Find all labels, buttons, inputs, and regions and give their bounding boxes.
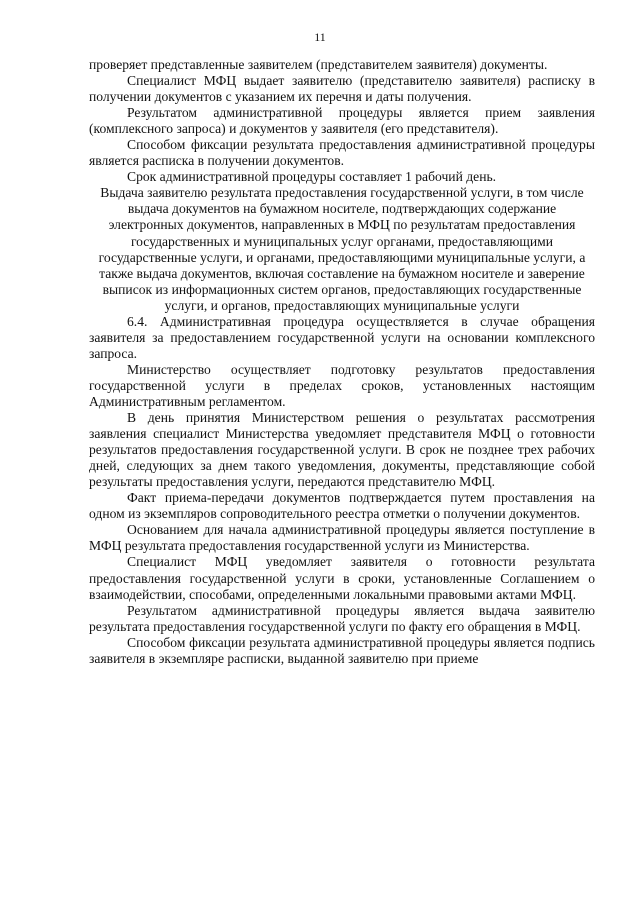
- paragraph-11: Специалист МФЦ уведомляет заявителя о готовности результата предоставления государственной услуги в сроки, установленные Соглашением о взаимодействии, способами, определенными локальными правовыми актами МФЦ.: [89, 554, 595, 602]
- paragraph-5: Срок административной процедуры составляет 1 рабочий день.: [127, 169, 497, 185]
- paragraph-10: Основанием для начала административной процедуры является поступление в МФЦ результата предоставления государственной услуги из Министерства.: [89, 522, 595, 554]
- paragraph-6-4: 6.4. Административная процедура осуществляется в случае обращения заявителя за предоставлением государственной услуги на основании комплексного запроса.: [89, 313, 595, 361]
- paragraph-2: Специалист МФЦ выдает заявителю (представителю заявителя) расписку в получении документов с указанием их перечня и даты получения.: [89, 73, 595, 105]
- paragraph-7: Министерство осуществляет подготовку результатов предоставления государственной услуги в пределах сроков, установленных настоящим Административным регламентом.: [89, 361, 595, 409]
- paragraph-4: Способом фиксации результата предоставления административной процедуры является расписка в получении документов.: [89, 137, 595, 169]
- paragraph-12: Результатом административной процедуры является выдача заявителю результата предоставления государственной услуги по факту его обращения в МФЦ.: [89, 602, 595, 634]
- paragraph-8: В день принятия Министерством решения о результатах рассмотрения заявления специалист Министерства уведомляет представителя МФЦ о готовности результатов предоставления государственной услуги. В срок не позднее трех рабочих дней, следующих за днем такого уведомления, документы, представляющие собой результаты предоставления услуги, передаются представителю МФЦ.: [89, 410, 595, 490]
- paragraph-3: Результатом административной процедуры является прием заявления (комплексного запроса) и документов у заявителя (его представителя).: [89, 105, 595, 137]
- paragraph-13: Способом фиксации результата административной процедуры является подпись заявителя в экземпляре расписки, выданной заявителю при приеме: [89, 634, 595, 666]
- paragraph-9: Факт приема-передачи документов подтверждается путем проставления на одном из экземпляров сопроводительного реестра отметки о получении документов.: [89, 490, 595, 522]
- section-heading: Выдача заявителю результата предоставления государственной услуги, в том числе выдача документов на бумажном носителе, подтверждающих содержание электронных документов, направленных в МФЦ по результатам предоставления государственных и муниципальных услуг органами, предоставляющими государственные услуги, и органами, предоставляющими муниципальные услуги, а также выдача документов, включая составление на бумажном носителе и заверение выписок из информационных систем органов, предоставляющих государственные услуги, и органов, предоставляющих муниципальные услуги: [98, 185, 586, 313]
- document-body: [89, 57, 595, 667]
- paragraph-1: проверяет представленные заявителем (представителем заявителя) документы.: [89, 57, 548, 72]
- page-number: 11: [314, 30, 326, 44]
